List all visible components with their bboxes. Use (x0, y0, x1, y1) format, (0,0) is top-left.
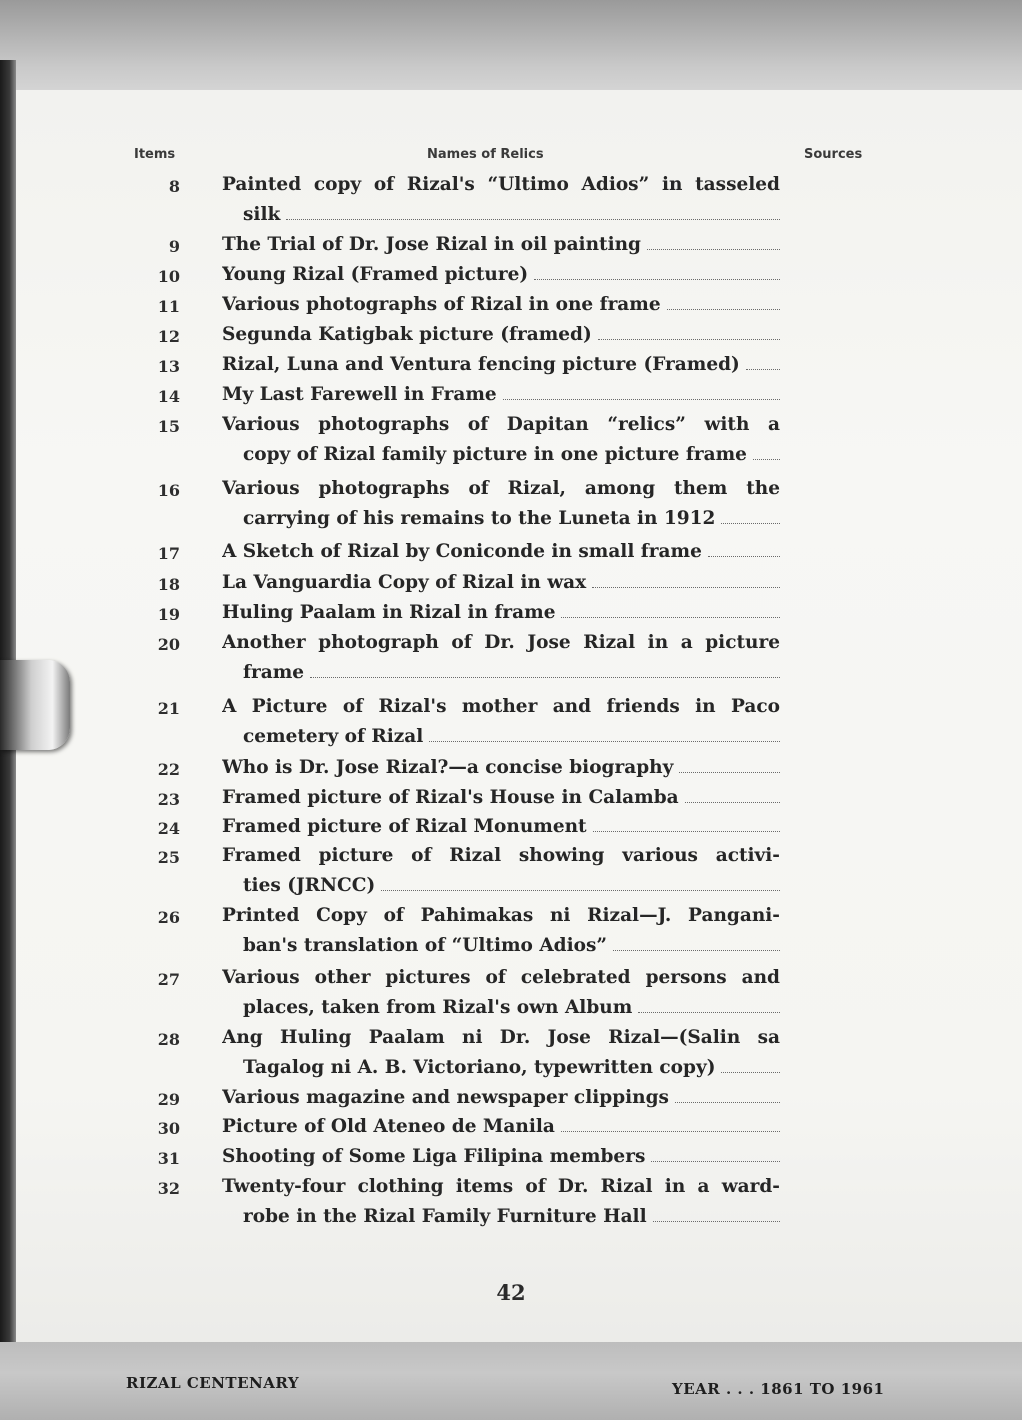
footer-left-title: RIZAL CENTENARY (126, 1374, 300, 1392)
item-number: 29 (157, 1090, 180, 1109)
relic-name-text: Who is Dr. Jose Rizal?—a concise biography (222, 757, 674, 778)
leader-dots (429, 740, 780, 742)
relic-name-text: robe in the Rizal Family Furniture Hall (243, 1206, 647, 1227)
item-number: 9 (168, 237, 180, 256)
relic-name-line (222, 478, 780, 499)
item-number: 15 (157, 417, 180, 436)
leader-dots (561, 1130, 780, 1132)
relic-name-text: My Last Farewell in Frame (222, 384, 497, 405)
item-number: 16 (157, 481, 180, 500)
relic-name-text: Various magazine and newspaper clippings (222, 1087, 669, 1108)
item-number: 24 (157, 819, 180, 838)
relic-name-line (222, 174, 780, 195)
relic-name-line (243, 662, 780, 683)
item-number: 23 (157, 790, 180, 809)
binder-clip-icon (0, 660, 70, 750)
relic-name-line (243, 1206, 780, 1227)
column-header-names: Names of Relics (427, 147, 544, 162)
item-number: 19 (157, 605, 180, 624)
relic-name-text: Huling Paalam in Rizal in frame (222, 602, 556, 623)
relic-name-text: silk (243, 204, 281, 225)
page-number: 42 (496, 1280, 526, 1305)
relic-name-text: A Sketch of Rizal by Coniconde in small frame (222, 541, 702, 562)
leader-dots (651, 1160, 780, 1162)
relic-name-text: Various photographs of Dapitan “relics” with a (222, 414, 780, 435)
leader-dots (721, 1071, 780, 1073)
relic-name-text: Rizal, Luna and Ventura fencing picture (Framed) (222, 354, 740, 375)
relic-name-line (222, 845, 780, 866)
relic-name-text: Ang Huling Paalam ni Dr. Jose Rizal—(Salin sa (222, 1027, 780, 1048)
relic-name-line (222, 1087, 780, 1108)
relic-name-text: The Trial of Dr. Jose Rizal in oil painting (222, 234, 641, 255)
leader-dots (708, 555, 780, 557)
leader-dots (381, 889, 780, 891)
relic-name-text: Segunda Katigbak picture (framed) (222, 324, 592, 345)
item-number: 25 (157, 848, 180, 867)
relic-name-text: Tagalog ni A. B. Victoriano, typewritten copy) (243, 1057, 716, 1078)
item-number: 22 (157, 760, 180, 779)
relic-name-line (222, 816, 780, 837)
leader-dots (746, 368, 780, 370)
leader-dots (310, 676, 780, 678)
relic-name-line (222, 602, 780, 623)
footer-right-years: YEAR . . . 1861 TO 1961 (672, 1380, 885, 1398)
leader-dots (286, 218, 780, 220)
item-number: 13 (157, 357, 180, 376)
relic-name-line (222, 1116, 780, 1137)
relic-name-text: ban's translation of “Ultimo Adios” (243, 935, 608, 956)
scan-top-border (0, 0, 1022, 95)
relic-name-text: Framed picture of Rizal showing various activi- (222, 845, 780, 866)
item-number: 31 (157, 1149, 180, 1168)
item-number: 26 (157, 908, 180, 927)
leader-dots (685, 801, 780, 803)
leader-dots (598, 338, 780, 340)
relic-name-text: copy of Rizal family picture in one picture frame (243, 444, 747, 465)
relic-name-line (222, 905, 780, 926)
relic-name-line (222, 324, 780, 345)
relic-name-line (243, 204, 780, 225)
column-header-items: Items (134, 147, 176, 162)
relic-name-line (243, 997, 780, 1018)
item-number: 30 (157, 1119, 180, 1138)
relic-name-text: Framed picture of Rizal Monument (222, 816, 587, 837)
item-number: 17 (157, 544, 180, 563)
item-number: 12 (157, 327, 180, 346)
item-number: 21 (157, 699, 180, 718)
relic-name-text: Twenty-four clothing items of Dr. Rizal in a ward- (222, 1176, 780, 1197)
relic-name-text: Various photographs of Rizal, among them the (222, 478, 780, 499)
relic-name-line (222, 541, 780, 562)
relic-name-line (243, 1057, 780, 1078)
relic-name-line (222, 967, 780, 988)
relic-name-line (222, 1146, 780, 1167)
relic-name-text: places, taken from Rizal's own Album (243, 997, 633, 1018)
item-number: 18 (157, 575, 180, 594)
leader-dots (667, 308, 780, 310)
relic-name-text: Various photographs of Rizal in one frame (222, 294, 661, 315)
item-number: 27 (157, 970, 180, 989)
leader-dots (592, 586, 780, 588)
leader-dots (721, 522, 780, 524)
leader-dots (753, 458, 780, 460)
relic-name-text: ties (JRNCC) (243, 875, 376, 896)
leader-dots (561, 616, 780, 618)
leader-dots (675, 1101, 780, 1103)
relic-name-line (222, 1027, 780, 1048)
relic-name-text: Various other pictures of celebrated persons and (222, 967, 780, 988)
relic-name-text: Painted copy of Rizal's “Ultimo Adios” in tasseled (222, 174, 780, 195)
item-number: 14 (157, 387, 180, 406)
relic-name-text: A Picture of Rizal's mother and friends in Paco (222, 696, 780, 717)
relic-name-text: La Vanguardia Copy of Rizal in wax (222, 572, 587, 593)
item-number: 28 (157, 1030, 180, 1049)
relic-name-text: Printed Copy of Pahimakas ni Rizal—J. Pangani- (222, 905, 780, 926)
relic-name-line (222, 234, 780, 255)
relic-name-line (243, 508, 780, 529)
column-header-sources: Sources (804, 147, 863, 162)
item-number: 11 (157, 297, 180, 316)
relic-name-line (222, 572, 780, 593)
item-number: 8 (168, 177, 180, 196)
item-number: 10 (157, 267, 180, 286)
relic-name-line (222, 384, 780, 405)
leader-dots (679, 771, 780, 773)
leader-dots (503, 398, 780, 400)
relic-name-text: carrying of his remains to the Luneta in 1912 (243, 508, 716, 529)
relic-name-line (222, 696, 780, 717)
relic-name-line (222, 414, 780, 435)
item-number: 20 (157, 635, 180, 654)
relic-name-line (222, 757, 780, 778)
relic-name-line (243, 875, 780, 896)
leader-dots (613, 949, 780, 951)
relic-name-text: Young Rizal (Framed picture) (222, 264, 529, 285)
relic-name-line (243, 726, 780, 747)
leader-dots (593, 830, 780, 832)
leader-dots (653, 1220, 780, 1222)
leader-dots (647, 248, 780, 250)
relic-name-line (222, 354, 780, 375)
item-number: 32 (157, 1179, 180, 1198)
relic-name-text: cemetery of Rizal (243, 726, 424, 747)
leader-dots (638, 1011, 780, 1013)
relic-name-text: Another photograph of Dr. Jose Rizal in a picture (222, 632, 780, 653)
relic-name-line (243, 444, 780, 465)
relic-name-line (243, 935, 780, 956)
relic-name-text: Shooting of Some Liga Filipina members (222, 1146, 646, 1167)
relic-name-line (222, 1176, 780, 1197)
relic-name-line (222, 787, 780, 808)
relic-name-line (222, 632, 780, 653)
relic-name-text: Framed picture of Rizal's House in Calamba (222, 787, 679, 808)
relic-name-text: frame (243, 662, 305, 683)
relic-name-line (222, 264, 780, 285)
relic-name-text: Picture of Old Ateneo de Manila (222, 1116, 555, 1137)
leader-dots (534, 278, 780, 280)
relic-name-line (222, 294, 780, 315)
